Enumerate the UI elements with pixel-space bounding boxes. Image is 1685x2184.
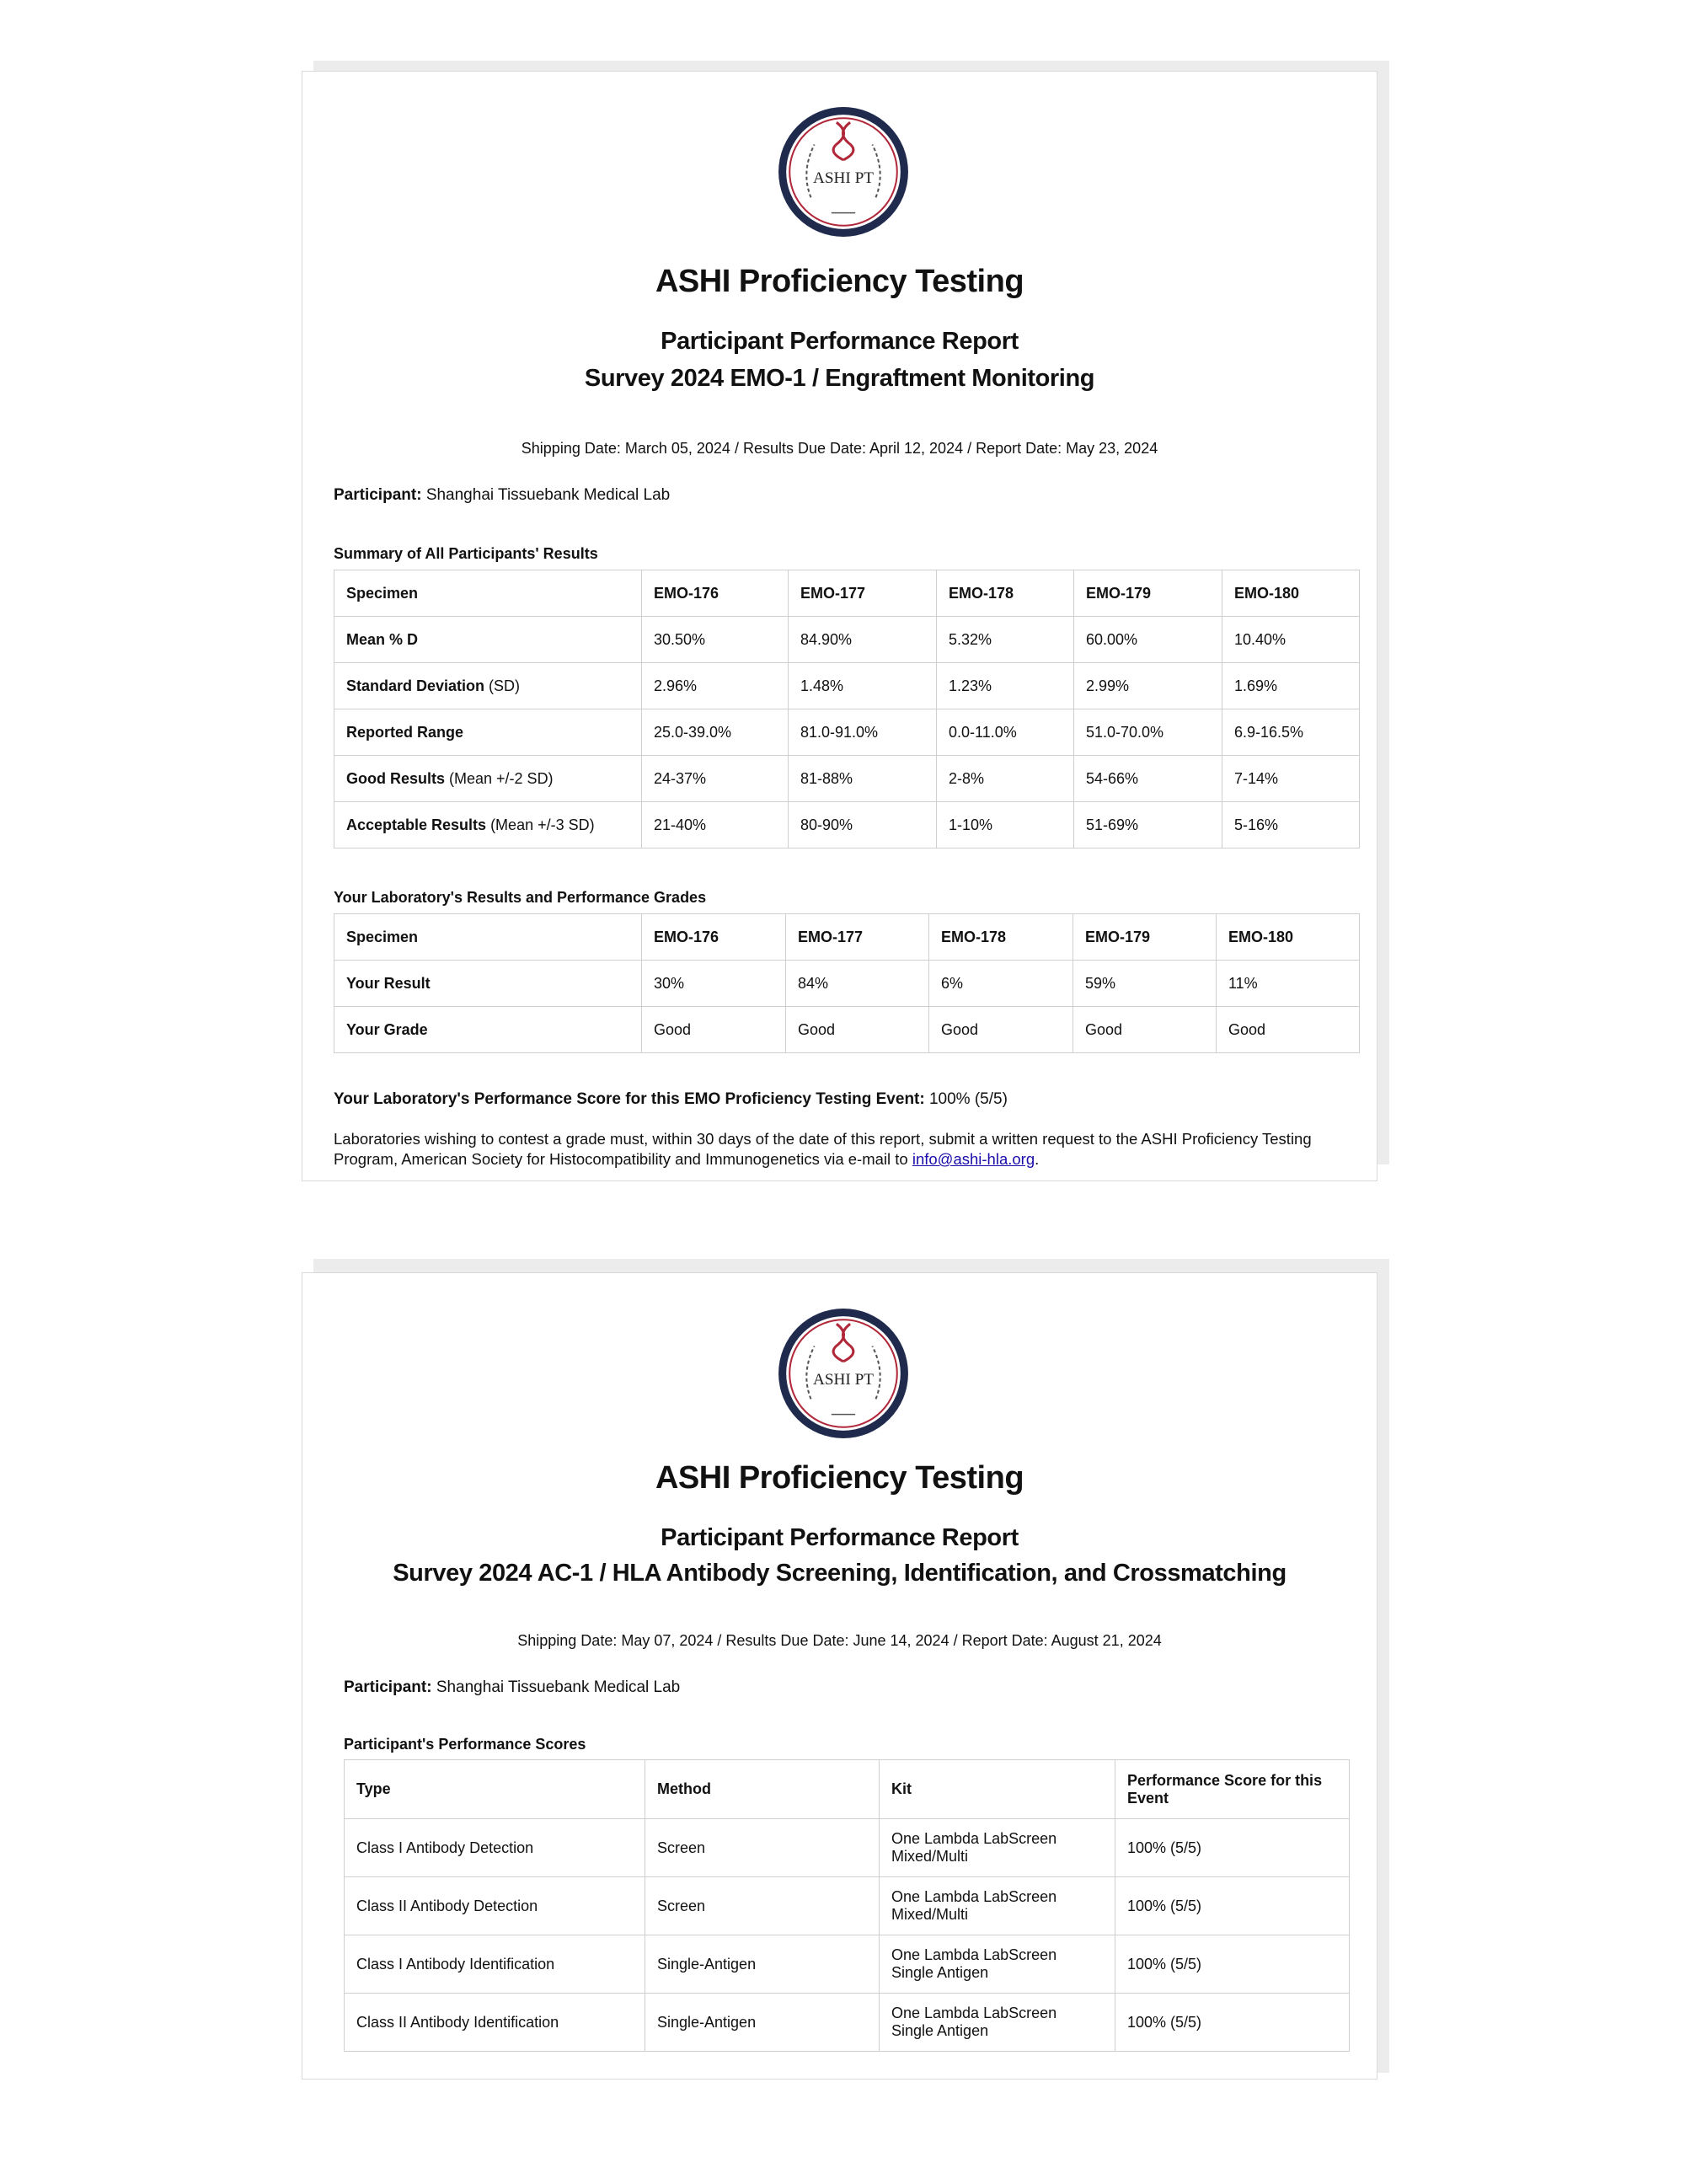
table-cell: 84.90%: [789, 617, 937, 663]
table-row: [334, 663, 1360, 709]
report-dates: Shipping Date: March 05, 2024 / Results Due Date: April 12, 2024 / Report Date: May 23, 2024: [521, 440, 1158, 457]
table-cell: Single-Antigen: [645, 1935, 880, 1994]
table-cell: 80-90%: [789, 802, 937, 848]
survey-title: Survey 2024 AC-1 / HLA Antibody Screening, Identification, and Crossmatching: [393, 1560, 1286, 1587]
table-row: [334, 1007, 1360, 1053]
table-header-cell: EMO-178: [929, 914, 1073, 961]
table-cell: Good: [929, 1007, 1073, 1053]
table-row: [334, 617, 1360, 663]
table-header-cell: EMO-179: [1073, 914, 1217, 961]
performance-scores-heading: Participant's Performance Scores: [344, 1736, 586, 1753]
participant-line: [344, 1678, 680, 1697]
table-row: [345, 1760, 1350, 1819]
table-cell: 10.40%: [1222, 617, 1360, 663]
table-cell: 5-16%: [1222, 802, 1360, 848]
lab-results-table: [334, 913, 1360, 1053]
table-row: [345, 1994, 1350, 2052]
table-cell: Screen: [645, 1877, 880, 1935]
table-row: [345, 1819, 1350, 1877]
summary-table: [334, 570, 1360, 848]
table-cell: 2.96%: [642, 663, 789, 709]
table-cell: Class I Antibody Detection: [345, 1819, 645, 1877]
table-row: [345, 1877, 1350, 1935]
table-cell: One Lambda LabScreen Single Antigen: [880, 1935, 1115, 1994]
performance-score-line: [334, 1090, 1008, 1109]
table-row: [334, 961, 1360, 1007]
table-cell: 54-66%: [1074, 756, 1222, 802]
table-cell: 0.0-11.0%: [937, 709, 1074, 756]
table-header-cell: Method: [645, 1760, 880, 1819]
report-subtitle: Participant Performance Report: [661, 1524, 1019, 1551]
table-cell: 100% (5/5): [1115, 1819, 1350, 1877]
participant-name: Shanghai Tissuebank Medical Lab: [436, 1678, 681, 1696]
table-header-cell: EMO-177: [786, 914, 929, 961]
table-cell: One Lambda LabScreen Mixed/Multi: [880, 1819, 1115, 1877]
table-cell: 59%: [1073, 961, 1217, 1007]
participant-name: Shanghai Tissuebank Medical Lab: [425, 486, 671, 504]
table-cell: Class I Antibody Identification: [345, 1935, 645, 1994]
contest-notice: [334, 1129, 1360, 1170]
table-header-cell: Specimen: [334, 570, 642, 617]
table-cell: 100% (5/5): [1115, 1994, 1350, 2052]
table-cell: 1.23%: [937, 663, 1074, 709]
ashi-pt-logo: [775, 104, 912, 240]
table-header-cell: Kit: [880, 1760, 1115, 1819]
participant-label: Participant:: [334, 486, 422, 504]
table-cell: 51.0-70.0%: [1074, 709, 1222, 756]
table-cell: 2-8%: [937, 756, 1074, 802]
table-cell: 60.00%: [1074, 617, 1222, 663]
table-cell: 81.0-91.0%: [789, 709, 937, 756]
table-header-cell: EMO-180: [1217, 914, 1360, 961]
row-label: Reported Range: [334, 709, 642, 756]
row-label: Good Results (Mean +/-2 SD): [334, 756, 642, 802]
report-dates: Shipping Date: May 07, 2024 / Results Due Date: June 14, 2024 / Report Date: August 21, 2024: [517, 1632, 1162, 1649]
contest-text: Laboratories wishing to contest a grade must, within 30 days of the date of this report, submit a written request to the ASHI Proficiency Testing Program, American Society for Histocompatibility and Immunogenetics via e-mail to: [334, 1130, 1312, 1168]
table-cell: 81-88%: [789, 756, 937, 802]
row-label: Acceptable Results (Mean +/-3 SD): [334, 802, 642, 848]
participant-label: Participant:: [344, 1678, 432, 1696]
table-cell: 51-69%: [1074, 802, 1222, 848]
table-header-cell: EMO-179: [1074, 570, 1222, 617]
table-row: [334, 709, 1360, 756]
table-row: [334, 756, 1360, 802]
table-row: [334, 914, 1360, 961]
table-cell: 5.32%: [937, 617, 1074, 663]
table-header-cell: EMO-176: [642, 570, 789, 617]
report-page-emo: [302, 71, 1377, 1181]
table-header-cell: EMO-180: [1222, 570, 1360, 617]
report-subtitle: Participant Performance Report: [661, 328, 1019, 355]
table-cell: Good: [1073, 1007, 1217, 1053]
table-cell: 100% (5/5): [1115, 1935, 1350, 1994]
table-row: [334, 802, 1360, 848]
table-cell: Class II Antibody Detection: [345, 1877, 645, 1935]
table-cell: 24-37%: [642, 756, 789, 802]
table-header-cell: EMO-178: [937, 570, 1074, 617]
table-cell: 11%: [1217, 961, 1360, 1007]
table-cell: 1.48%: [789, 663, 937, 709]
table-row: [334, 570, 1360, 617]
table-cell: 6.9-16.5%: [1222, 709, 1360, 756]
table-cell: 25.0-39.0%: [642, 709, 789, 756]
email-link[interactable]: info@ashi-hla.org: [912, 1150, 1035, 1168]
table-header-cell: Performance Score for this Event: [1115, 1760, 1350, 1819]
table-cell: Screen: [645, 1819, 880, 1877]
table-cell: 30.50%: [642, 617, 789, 663]
participant-line: [334, 486, 670, 505]
table-cell: Class II Antibody Identification: [345, 1994, 645, 2052]
summary-heading: Summary of All Participants' Results: [334, 545, 598, 562]
table-header-cell: Type: [345, 1760, 645, 1819]
table-cell: One Lambda LabScreen Mixed/Multi: [880, 1877, 1115, 1935]
table-cell: 7-14%: [1222, 756, 1360, 802]
table-cell: Good: [786, 1007, 929, 1053]
page-title: ASHI Proficiency Testing: [655, 264, 1024, 299]
logo-text: ASHI PT: [812, 1371, 875, 1389]
table-cell: 21-40%: [642, 802, 789, 848]
row-label: Mean % D: [334, 617, 642, 663]
table-cell: 1.69%: [1222, 663, 1360, 709]
table-cell: 84%: [786, 961, 929, 1007]
table-cell: Single-Antigen: [645, 1994, 880, 2052]
performance-score-label: Your Laboratory's Performance Score for this EMO Proficiency Testing Event:: [334, 1090, 925, 1108]
performance-scores-table: [344, 1759, 1350, 2052]
table-cell: 1-10%: [937, 802, 1074, 848]
table-cell: 100% (5/5): [1115, 1877, 1350, 1935]
table-row: [345, 1935, 1350, 1994]
row-label: Standard Deviation (SD): [334, 663, 642, 709]
ashi-pt-logo: [775, 1305, 912, 1442]
row-label: Your Result: [334, 961, 642, 1007]
table-cell: 2.99%: [1074, 663, 1222, 709]
table-cell: One Lambda LabScreen Single Antigen: [880, 1994, 1115, 2052]
survey-title: Survey 2024 EMO-1 / Engraftment Monitoring: [584, 365, 1095, 392]
page-title: ASHI Proficiency Testing: [655, 1460, 1024, 1496]
logo-text: ASHI PT: [812, 169, 875, 188]
table-header-cell: EMO-176: [642, 914, 786, 961]
table-cell: 30%: [642, 961, 786, 1007]
table-cell: 6%: [929, 961, 1073, 1007]
table-cell: Good: [1217, 1007, 1360, 1053]
performance-score-value: 100% (5/5): [928, 1090, 1008, 1108]
row-label: Your Grade: [334, 1007, 642, 1053]
table-cell: Good: [642, 1007, 786, 1053]
table-header-cell: Specimen: [334, 914, 642, 961]
table-header-cell: EMO-177: [789, 570, 937, 617]
report-page-ac: [302, 1272, 1377, 2080]
contest-end: .: [1035, 1150, 1040, 1168]
lab-results-heading: Your Laboratory's Results and Performance Grades: [334, 889, 707, 906]
